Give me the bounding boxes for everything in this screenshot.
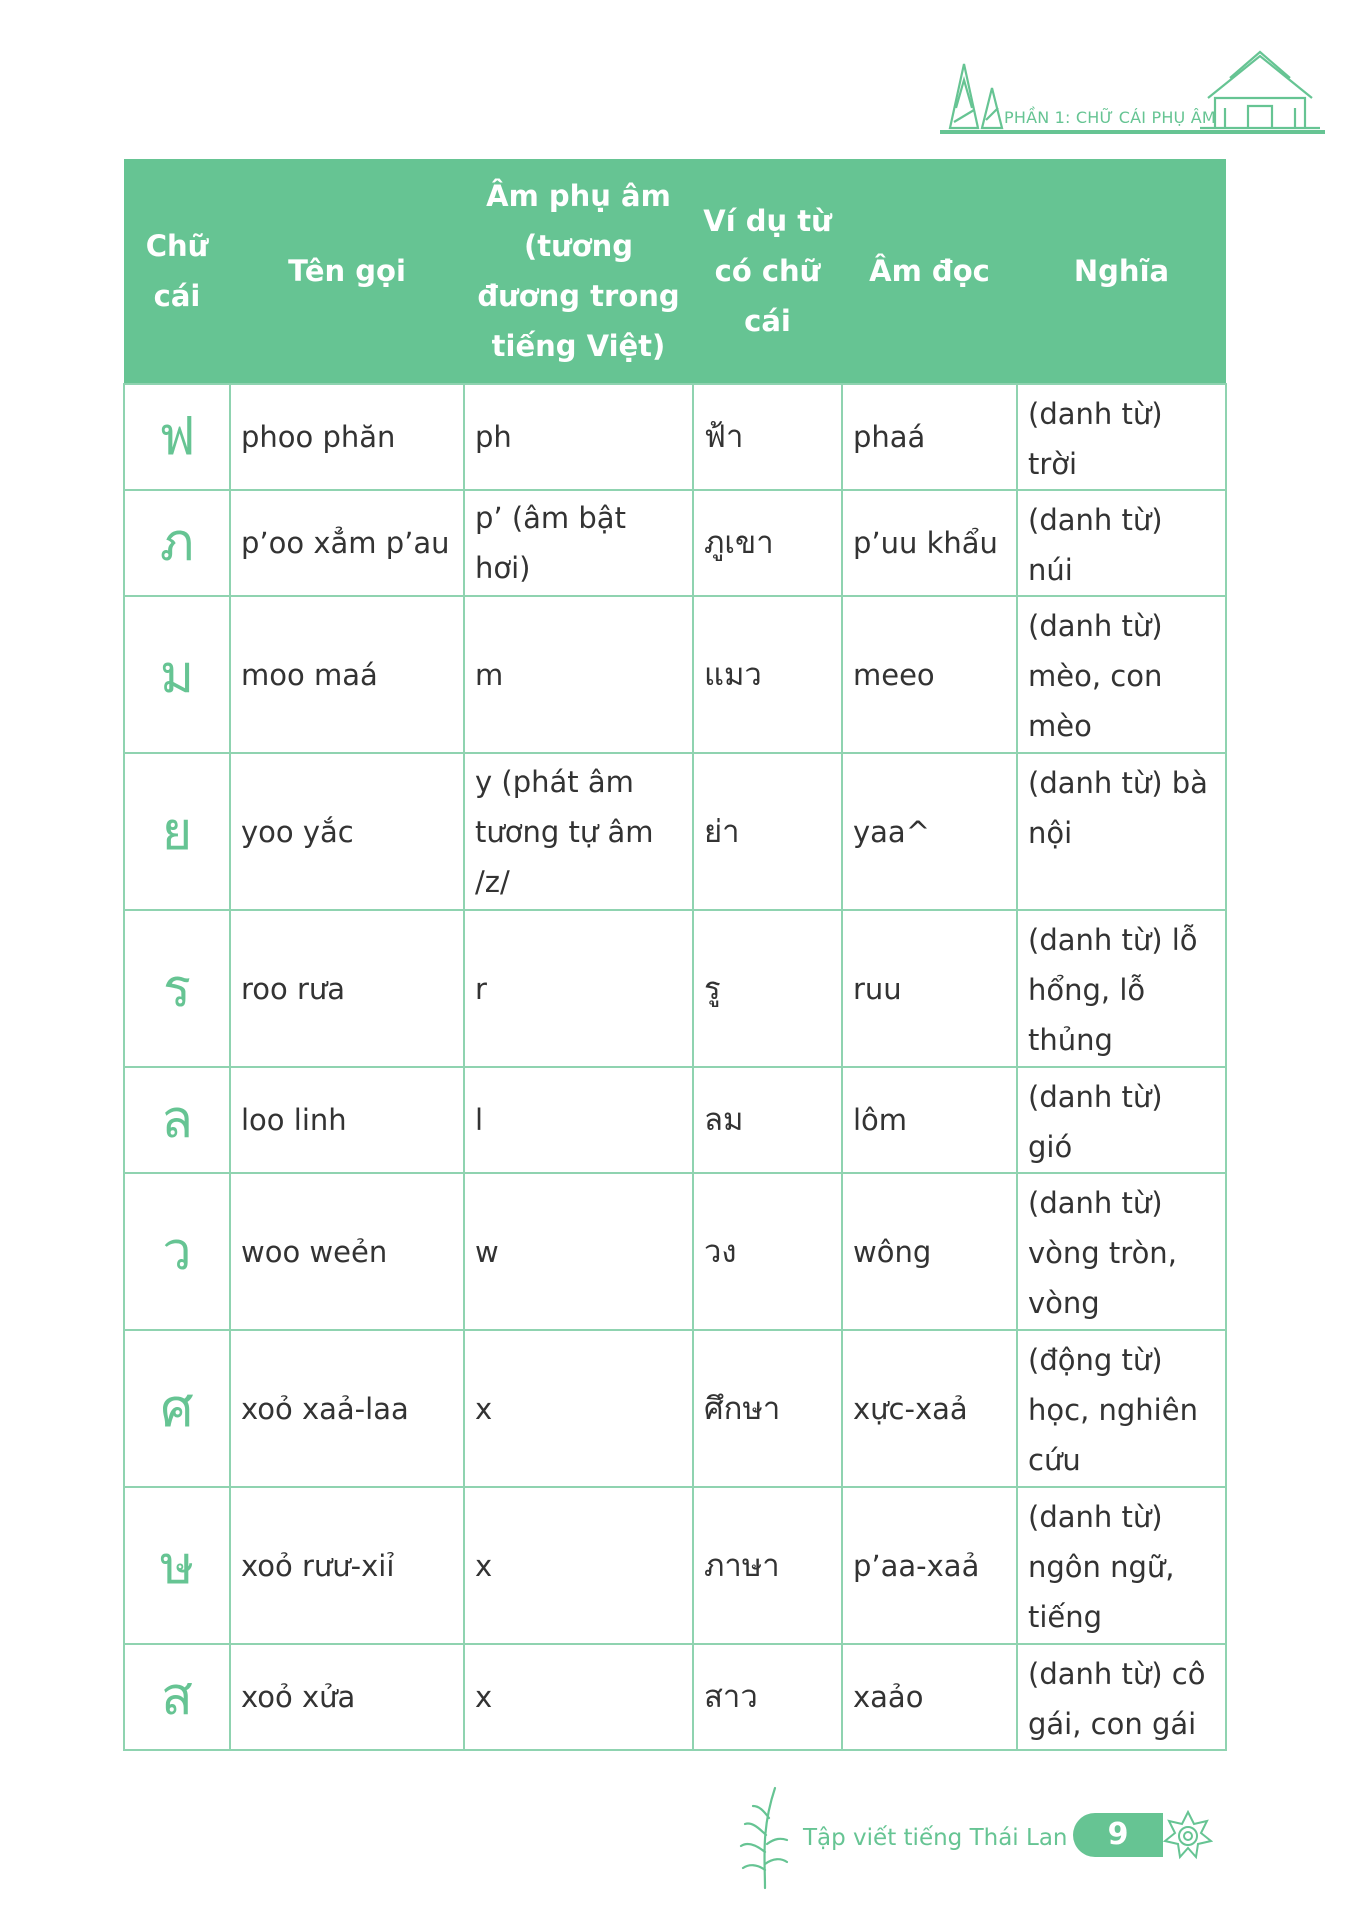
meaning: (danh từ) bà nội [1017, 753, 1226, 910]
example-word: ศึกษา [693, 1330, 842, 1487]
header-name: Tên gọi [230, 159, 464, 384]
letter-sound: m [464, 596, 693, 753]
table-row [124, 910, 1226, 1067]
letter-name: xoỏ xaả-laa [230, 1330, 464, 1487]
example-word: ภูเขา [693, 490, 842, 596]
thai-letter: ษ [124, 1487, 230, 1644]
example-word: แมว [693, 596, 842, 753]
thai-letter: ภ [124, 490, 230, 596]
table-row [124, 384, 1226, 490]
letter-sound: r [464, 910, 693, 1067]
table-row [124, 1067, 1226, 1173]
header-letter: Chữ cái [124, 159, 230, 384]
thai-letter: ย [124, 753, 230, 910]
reading: xực-xaả [842, 1330, 1017, 1487]
letter-sound: l [464, 1067, 693, 1173]
lotus-flower-icon [1163, 1810, 1213, 1860]
example-word: ภาษา [693, 1487, 842, 1644]
letter-sound: w [464, 1173, 693, 1330]
letter-sound: ph [464, 384, 693, 490]
meaning: (danh từ) mèo, con mèo [1017, 596, 1226, 753]
reading: wông [842, 1173, 1017, 1330]
letter-name: xoỏ xửa [230, 1644, 464, 1750]
letter-name: p’oo xẳm p’au [230, 490, 464, 596]
header-meaning: Nghĩa [1017, 159, 1226, 384]
book-title: Tập viết tiếng Thái Lan [803, 1825, 1068, 1851]
consonant-table-container [123, 159, 1225, 1751]
example-word: ย่า [693, 753, 842, 910]
thai-letter: ส [124, 1644, 230, 1750]
letter-name: yoo yắc [230, 753, 464, 910]
thai-letter: ม [124, 596, 230, 753]
meaning: (danh từ) trời [1017, 384, 1226, 490]
thai-letter: ร [124, 910, 230, 1067]
reading: lôm [842, 1067, 1017, 1173]
example-word: รู [693, 910, 842, 1067]
letter-name: phoo phăn [230, 384, 464, 490]
meaning: (danh từ) gió [1017, 1067, 1226, 1173]
consonant-table [123, 159, 1227, 1751]
reading: ruu [842, 910, 1017, 1067]
table-header-row [124, 159, 1226, 384]
reading: p’uu khẩu [842, 490, 1017, 596]
table-row [124, 753, 1226, 910]
header-reading: Âm đọc [842, 159, 1017, 384]
example-word: สาว [693, 1644, 842, 1750]
letter-name: roo rưa [230, 910, 464, 1067]
reading: meeo [842, 596, 1017, 753]
thai-letter: ล [124, 1067, 230, 1173]
letter-sound: x [464, 1644, 693, 1750]
table-row [124, 490, 1226, 596]
reading: p’aa-xaả [842, 1487, 1017, 1644]
letter-name: xoỏ rưư-xiỉ [230, 1487, 464, 1644]
letter-sound: p’ (âm bật hơi) [464, 490, 693, 596]
meaning: (danh từ) cô gái, con gái [1017, 1644, 1226, 1750]
meaning: (danh từ) ngôn ngữ, tiếng [1017, 1487, 1226, 1644]
thai-letter: ว [124, 1173, 230, 1330]
thai-letter: ศ [124, 1330, 230, 1487]
reading: xaảo [842, 1644, 1017, 1750]
letter-sound: y (phát âm tương tự âm /z/ [464, 753, 693, 910]
example-word: ลม [693, 1067, 842, 1173]
meaning: (danh từ) núi [1017, 490, 1226, 596]
example-word: ฟ้า [693, 384, 842, 490]
example-word: วง [693, 1173, 842, 1330]
letter-sound: x [464, 1487, 693, 1644]
letter-name: loo linh [230, 1067, 464, 1173]
table-row [124, 596, 1226, 753]
table-row [124, 1173, 1226, 1330]
thai-letter: ฟ [124, 384, 230, 490]
table-row [124, 1487, 1226, 1644]
table-row [124, 1644, 1226, 1750]
rice-stalk-icon [735, 1780, 795, 1890]
page-number: 9 [1073, 1813, 1163, 1857]
header-example: Ví dụ từ có chữ cái [693, 159, 842, 384]
reading: phaá [842, 384, 1017, 490]
meaning: (danh từ) vòng tròn, vòng [1017, 1173, 1226, 1330]
letter-name: woo weẻn [230, 1173, 464, 1330]
table-row [124, 1330, 1226, 1487]
reading: yaa^ [842, 753, 1017, 910]
meaning: (động từ) học, nghiên cứu [1017, 1330, 1226, 1487]
letter-sound: x [464, 1330, 693, 1487]
header-divider [940, 130, 1325, 134]
letter-name: moo maá [230, 596, 464, 753]
meaning: (danh từ) lỗ hổng, lỗ thủng [1017, 910, 1226, 1067]
section-title: PHẦN 1: CHỮ CÁI PHỤ ÂM [1004, 108, 1216, 127]
header-sound: Âm phụ âm (tương đương trong tiếng Việt) [464, 159, 693, 384]
